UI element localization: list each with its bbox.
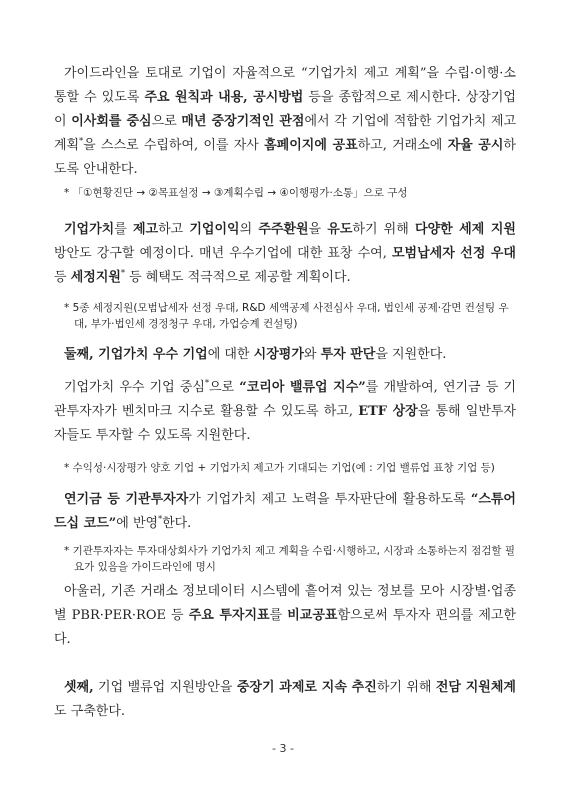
bold-run: 셋째, [64, 680, 94, 695]
bold-run: 자율 공시 [447, 138, 504, 153]
text-run: 을 스스로 수립하여, 이를 자사 [83, 138, 265, 153]
text-run: 하고, 거래소에 [357, 138, 448, 153]
text-run: 를 개발하여, 연기금 등 기관투자자가 벤치마크 지수로 활용할 수 있도록 하고, [54, 380, 517, 419]
paragraph-tax-support [54, 218, 516, 290]
text-run: 함으로써 투자자 편의를 제고한다. [54, 608, 516, 647]
text-run: 을 [308, 222, 328, 237]
text-run: 가이드라인을 토대로 기업이 자율적으로 “기업가치 제고 계획”을 수립·이행·소통할 수 있도록 [54, 66, 516, 105]
text-run: 도 구축한다. [54, 704, 126, 719]
text-run: 와 [303, 347, 321, 362]
text-run: 하도록 안내한다. [54, 138, 516, 177]
bold-run: 모범납세자 선정 우대 [391, 246, 516, 261]
section-heading-third [54, 676, 516, 724]
paragraph-investment-indicators [54, 580, 516, 652]
text-run: 등 [54, 270, 71, 285]
footnote-tax-support [64, 300, 522, 332]
bold-run: 연기금 등 기관투자자 [64, 492, 189, 507]
bold-run: 주요 원칙과 내용, 공시방법 [144, 90, 304, 105]
footnote-stewardship [64, 543, 522, 575]
text-run: 를 [114, 222, 133, 237]
text-run: 기업 밸류업 지원방안을 [93, 680, 237, 695]
bold-run: 기업이익 [189, 222, 240, 237]
text-run: 하기 위해 [352, 222, 415, 237]
bold-run: 제고 [132, 222, 159, 237]
bold-run: 주요 투자지표 [188, 608, 270, 623]
bold-run: 매년 중장기적인 관점 [181, 114, 305, 129]
bold-run: 주주환원 [258, 222, 309, 237]
paragraph-value-up-index [54, 376, 516, 448]
bold-run: 유도 [327, 222, 353, 237]
text-run: 하고 [158, 222, 190, 237]
bold-run: 홈페이지에 공표 [264, 138, 358, 153]
footnote-mark: * [158, 514, 163, 524]
text-run: 방안도 강구할 예정이다. 매년 우수기업에 대한 표창 수여, [54, 246, 392, 261]
bold-run: ETF 상장 [358, 404, 418, 419]
text-run: 으로 [151, 114, 182, 129]
text-run: 의 [239, 222, 259, 237]
paragraph-stewardship [54, 488, 516, 536]
bold-run: 전담 지원체계 [435, 680, 516, 695]
footnote-mark: * [205, 378, 209, 388]
footnote-plan-structure [64, 185, 522, 201]
text-run: 에 대한 [207, 347, 254, 362]
bold-run: “스튜어드십 코드” [54, 492, 516, 531]
text-run: 에서 각 기업에 적합한 기업가치 제고 계획 [54, 114, 517, 153]
bold-run: 세정지원 [70, 270, 121, 285]
paragraph-guideline [54, 62, 516, 182]
text-run: 을 통해 일반투자자들도 투자할 수 있도록 지원한다. [54, 404, 516, 443]
bold-run: 중장기 과제로 지속 추진 [236, 680, 377, 695]
footnote-text: * 수익성·시장평가 양호 기업 + 기업가치 제고가 기대되는 기업(예 : 기업 밸류업 표창 기업 등) [64, 462, 495, 474]
text-run: 에 반영 [116, 516, 159, 531]
footnote-text: * 5종 세정지원(모범납세자 선정 우대, R&D 세액공제 사전심사 우대, 법인세 공제·감면 컨설팅 우대, 부가·법인세 경정청구 우대, 가업승계 컨설팅) [64, 302, 509, 330]
text-run: 등을 종합적으로 제시한다. 상장기업이 [54, 90, 516, 129]
text-run: 를 [269, 608, 288, 623]
footnote-text: * 기관투자자는 투자대상회사가 기업가치 제고 계획을 수립·시행하고, 시장과 소통하는지 점검할 필요가 있음을 가이드라인에 명시 [64, 545, 516, 573]
footnote-mark: * [79, 136, 84, 146]
footnote-text: * 「①현황진단 → ②목표설정 → ③계획수립 → ④이행평가·소통」으로 구성 [64, 187, 408, 199]
bold-run: 시장평가 [253, 347, 304, 362]
text-run: 등 혜택도 적극적으로 제공할 계획이다. [124, 270, 351, 285]
bold-run: “코리아 밸류업 지수” [239, 380, 366, 395]
bold-run: 이사회를 중심 [71, 114, 152, 129]
text-run: 을 지원한다. [375, 347, 447, 362]
footnote-mark: * [120, 268, 125, 278]
text-run: 하기 위해 [376, 680, 436, 695]
page-number: - 3 - [272, 742, 294, 755]
bold-run: 기업가치 [64, 222, 115, 237]
text-run: 기업가치 우수 기업 중심 [64, 380, 205, 395]
footnote-index-criteria [64, 460, 522, 476]
bold-run: 둘째, 기업가치 우수 기업 [64, 347, 208, 362]
text-run: 한다. [162, 516, 192, 531]
bold-run: 비교공표 [287, 608, 338, 623]
text-run: 으로 [209, 380, 240, 395]
text-run: 가 기업가치 제고 노력을 투자판단에 활용하도록 [188, 492, 471, 507]
bold-run: 투자 판단 [320, 347, 376, 362]
text-run: 아울러, 기존 거래소 정보데이터 시스템에 흩어져 있는 정보를 모아 시장별·업종별 PBR·PER·ROE 등 [54, 584, 516, 623]
bold-run: 다양한 세제 지원 [414, 222, 516, 237]
section-heading-second [54, 343, 516, 367]
